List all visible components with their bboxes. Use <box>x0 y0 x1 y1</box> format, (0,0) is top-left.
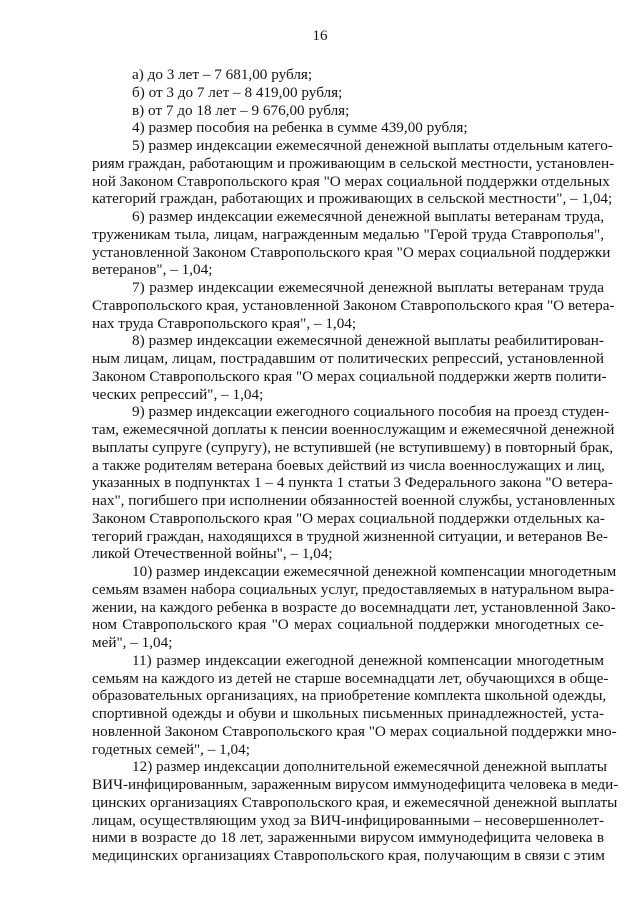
text-line: указанных в подпунктах 1 – 4 пункта 1 статьи 3 Федерального закона "О ветера- <box>92 474 613 492</box>
paragraph <box>92 66 604 84</box>
paragraph <box>92 651 617 759</box>
text-line: Ставропольского края, установленной Законом Ставропольского края "О ветера- <box>92 296 615 314</box>
text-line: ным лицам, лицам, пострадавшим от политических репрессий, установленной <box>92 350 604 367</box>
text-line: 10) размер индексации ежемесячной денежной компенсации многодетным <box>132 563 617 580</box>
text-line: семьям взамен набора социальных услуг, предоставляемых в натуральном выра- <box>92 580 615 598</box>
text-line: образовательных организациях, на приобретение комплекта школьной одежды, <box>92 687 607 705</box>
text-line: нах", погибшего при исполнении обязанностей военной службы, установленных <box>92 492 616 509</box>
text-line: спортивной одежды и обуви и школьных письменных принадлежностей, уста- <box>92 705 604 722</box>
text-line: ной Законом Ставропольского края "О мерах социальной поддержки отдельных <box>92 172 610 190</box>
text-line: в) от 7 до 18 лет – 9 676,00 рубля; <box>132 101 350 119</box>
text-line: 8) размер индексации ежемесячной денежной выплаты реабилитирован- <box>132 332 604 350</box>
text-line: мей", – 1,04; <box>92 634 173 651</box>
text-line: нах труда Ставропольского края", – 1,04; <box>92 314 357 332</box>
text-line: б) от 3 до 7 лет – 8 419,00 рубля; <box>132 83 343 101</box>
paragraph <box>92 208 611 279</box>
paragraph <box>92 758 619 865</box>
paragraph <box>92 563 617 652</box>
text-line: лицам, осуществляющим уход за ВИЧ-инфицированными – несовершеннолет- <box>92 811 604 829</box>
text-line: установленной Законом Ставропольского края "О мерах социальной поддержки <box>92 243 611 261</box>
text-line: ними в возрасте до 18 лет, зараженными вирусом иммунодефицита человека в <box>92 829 604 847</box>
text-line: медицинских организациях Ставропольского края, получающим в связи с этим <box>92 847 605 864</box>
text-line: там, ежемесячной доплаты к пенсии военнослужащим и ежемесячной денежной <box>92 421 615 438</box>
text-line: Законом Ставропольского края "О мерах социальной поддержки жертв полити- <box>92 367 607 385</box>
text-line: а) до 3 лет – 7 681,00 рубля; <box>132 66 313 83</box>
text-line: тегорий граждан, находящихся в трудной жизненной ситуации, и ветеранов Ве- <box>92 527 608 545</box>
text-line: ВИЧ-инфицированным, зараженным вирусом иммунодефицита человека в меди- <box>92 776 619 793</box>
text-line: 5) размер индексации ежемесячной денежной выплаты отдельным катего- <box>132 137 613 154</box>
text-line: риям граждан, работающим и проживающим в сельской местности, установлен- <box>92 154 615 172</box>
page-number: 16 <box>312 28 328 44</box>
text-line: выплаты супруге (супругу), не вступившей (не вступившему) в повторный брак, <box>92 438 614 456</box>
text-line: жении, на каждого ребенка в возрасте до восемнадцати лет, установленной Зако- <box>92 598 616 616</box>
text-line: ликой Отечественной войны", – 1,04; <box>92 545 333 563</box>
paragraph <box>92 332 607 403</box>
text-line: категорий граждан, работающих и проживающих в сельской местности", – 1,04; <box>92 190 613 208</box>
text-line: цинских организациях Ставропольского края, и ежемесячной денежной выплаты <box>92 793 618 811</box>
paragraph <box>92 279 615 332</box>
paragraph <box>92 137 615 208</box>
text-line: 4) размер пособия на ребенка в сумме 439,00 рубля; <box>132 119 468 137</box>
text-line: семьям на каждого из детей не старше восемнадцати лет, обучающихся в обще- <box>92 669 609 687</box>
body-text <box>92 66 619 865</box>
text-line: новленной Законом Ставропольского края "О мерах социальной поддержки мно- <box>92 722 617 740</box>
text-line: 6) размер индексации ежемесячной денежной выплаты ветеранам труда, <box>132 208 604 225</box>
paragraph <box>92 84 604 102</box>
text-line: Законом Ставропольского края "О мерах социальной поддержки отдельных ка- <box>92 509 605 527</box>
text-line: труженикам тыла, лицам, награжденным медалью "Герой труда Ставрополья", <box>92 225 604 243</box>
paragraph <box>92 102 604 120</box>
text-line: ветеранов", – 1,04; <box>92 261 213 279</box>
text-line: ческих репрессий", – 1,04; <box>92 385 264 403</box>
paragraph <box>92 403 616 563</box>
paragraph <box>92 119 604 137</box>
text-line: 7) размер индексации ежемесячной денежной выплаты ветеранам труда <box>132 279 604 296</box>
text-line: 11) размер индексации ежегодной денежной компенсации многодетным <box>132 651 604 669</box>
text-line: ном Ставропольского края "О мерах социальной поддержки многодетных се- <box>92 616 604 634</box>
text-line: а также родителям ветерана боевых действий из числа военнослужащих и лиц, <box>92 456 605 474</box>
text-line: 12) размер индексации дополнительной ежемесячной денежной выплаты <box>132 758 607 776</box>
text-line: годетных семей", – 1,04; <box>92 740 250 758</box>
text-line: 9) размер индексации ежегодного социального пособия на проезд студен- <box>132 403 610 421</box>
